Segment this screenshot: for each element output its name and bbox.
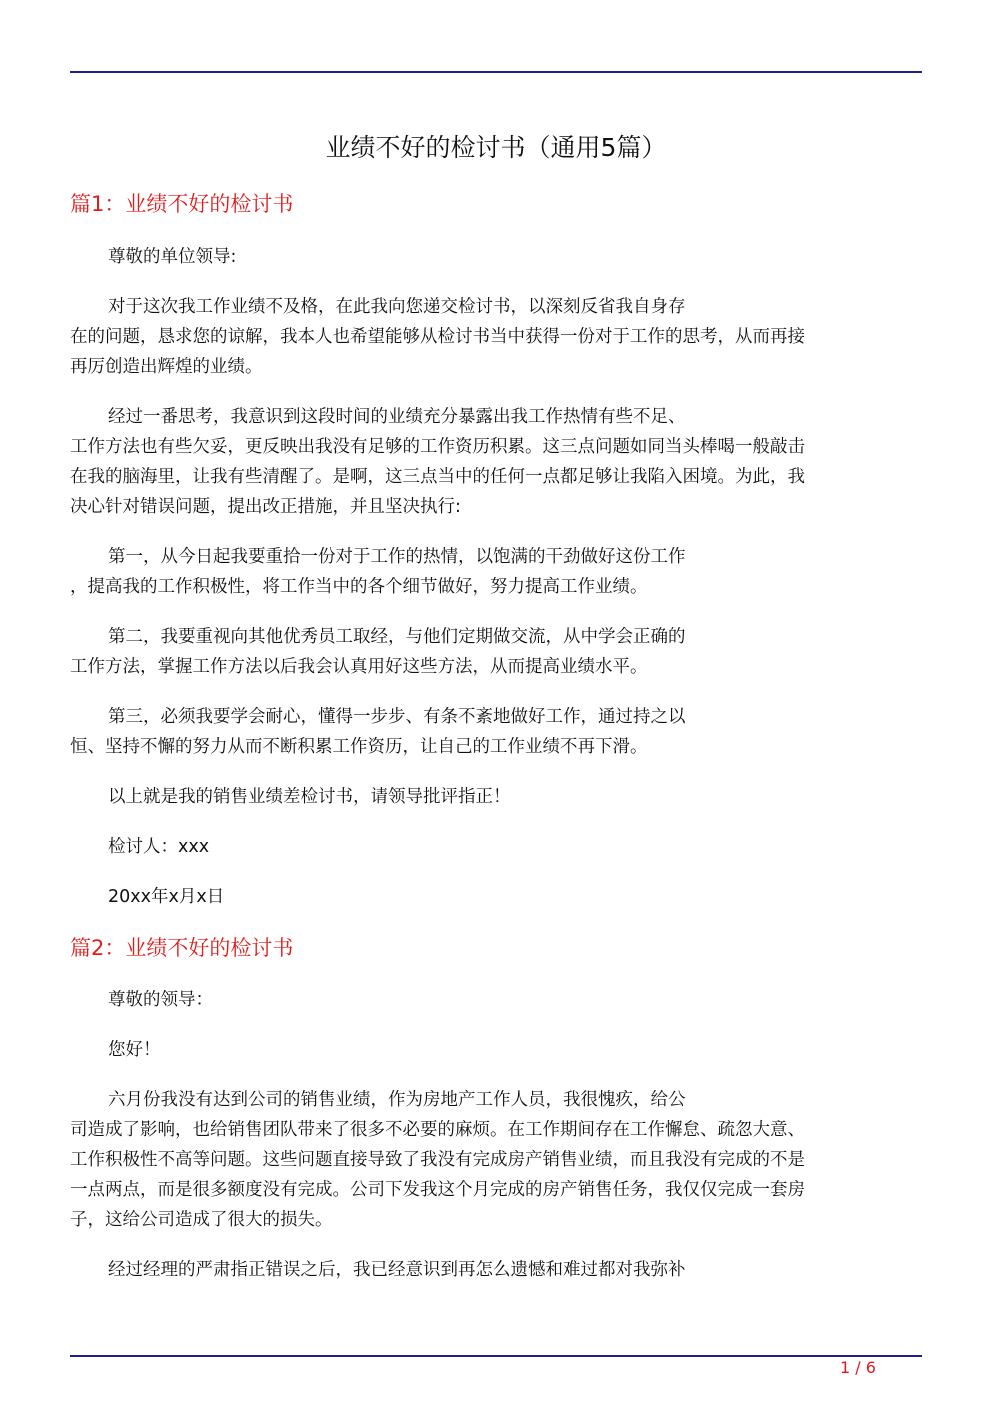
text-line: 一点两点，而是很多额度没有完成。公司下发我这个月完成的房产销售任务，我仅仅完成一套房 <box>70 1180 805 1200</box>
paragraph <box>70 702 930 762</box>
text-line: 第三，必须我要学会耐心，懂得一步步、有条不紊地做好工作，通过持之以 <box>108 707 686 727</box>
text-line: 第二，我要重视向其他优秀员工取经，与他们定期做交流，从中学会正确的 <box>108 627 686 647</box>
paragraph <box>70 1255 930 1285</box>
paragraph <box>70 402 930 522</box>
paragraph <box>70 782 930 812</box>
text-line: 工作方法，掌握工作方法以后我会认真用好这些方法，从而提高业绩水平。 <box>70 657 648 677</box>
text-line: 第一，从今日起我要重拾一份对于工作的热情，以饱满的干劲做好这份工作 <box>108 547 686 567</box>
paragraph <box>70 1035 930 1065</box>
text-line: 工作积极性不高等问题。这些问题直接导致了我没有完成房产销售业绩，而且我没有完成的不是 <box>70 1150 805 1170</box>
text-line: 在的问题，恳求您的谅解，我本人也希望能够从检讨书当中获得一份对于工作的思考，从而再接 <box>70 327 805 347</box>
signature-line <box>70 832 930 862</box>
text-line: 决心针对错误问题，提出改正措施，并且坚决执行: <box>70 497 461 517</box>
section-heading: 篇1：业绩不好的检讨书 <box>70 192 294 216</box>
top-rule <box>70 71 922 73</box>
page-indicator: 1 / 6 <box>840 1358 876 1377</box>
section-heading: 篇2：业绩不好的检讨书 <box>70 936 294 960</box>
text-line: 您好！ <box>108 1040 161 1060</box>
paragraph <box>70 1085 930 1235</box>
text-line: 以上就是我的销售业绩差检讨书，请领导批评指正！ <box>108 787 511 807</box>
text-line: 20xx年x月x日 <box>108 887 225 907</box>
text-line: 经过一番思考，我意识到这段时间的业绩充分暴露出我工作热情有些不足、 <box>108 407 686 427</box>
paragraph <box>70 542 930 602</box>
text-line: 检讨人：xxx <box>108 837 210 857</box>
text-line: ，提高我的工作积极性，将工作当中的各个细节做好，努力提高工作业绩。 <box>70 577 648 597</box>
date-line <box>70 882 930 912</box>
text-line: 司造成了影响，也给销售团队带来了很多不必要的麻烦。在工作期间存在工作懈怠、疏忽大意、 <box>70 1120 805 1140</box>
text-line: 尊敬的领导： <box>108 990 213 1010</box>
text-line: 工作方法也有些欠妥，更反映出我没有足够的工作资历积累。这三点问题如同当头棒喝一般敲击 <box>70 437 805 457</box>
paragraph <box>70 292 930 382</box>
text-line: 尊敬的单位领导: <box>108 247 237 267</box>
text-line: 经过经理的严肃指正错误之后，我已经意识到再怎么遗憾和难过都对我弥补 <box>108 1260 686 1280</box>
text-line: 再厉创造出辉煌的业绩。 <box>70 357 263 377</box>
bottom-rule <box>70 1355 922 1357</box>
text-line: 对于这次我工作业绩不及格，在此我向您递交检讨书，以深刻反省我自身存 <box>108 297 686 317</box>
text-line: 恒、坚持不懈的努力从而不断积累工作资历，让自己的工作业绩不再下滑。 <box>70 737 648 757</box>
text-line: 在我的脑海里，让我有些清醒了。是啊，这三点当中的任何一点都足够让我陷入困境。为此，我 <box>70 467 805 487</box>
document-title: 业绩不好的检讨书（通用5篇） <box>325 133 667 162</box>
paragraph <box>70 985 930 1015</box>
text-line: 六月份我没有达到公司的销售业绩，作为房地产工作人员，我很愧疚，给公 <box>108 1090 686 1110</box>
paragraph <box>70 622 930 682</box>
text-line: 子，这给公司造成了很大的损失。 <box>70 1210 333 1230</box>
paragraph <box>70 242 930 272</box>
